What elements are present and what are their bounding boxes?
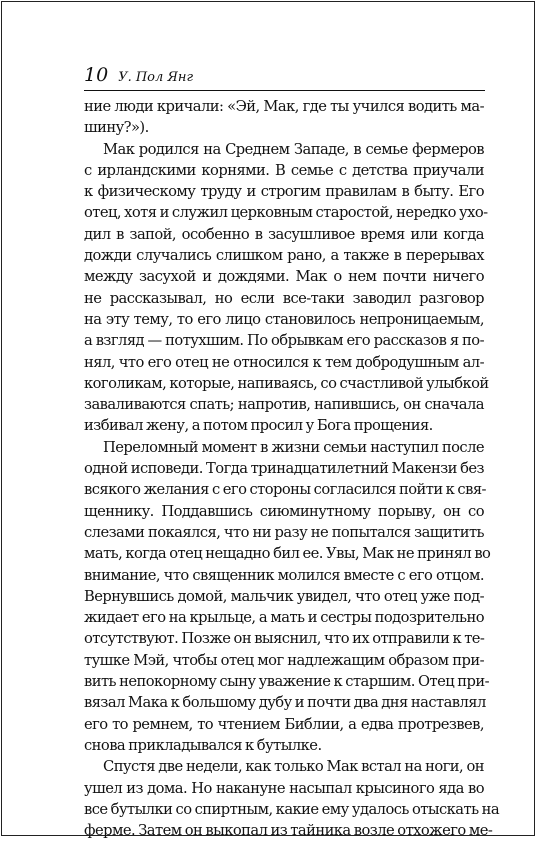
text-line: вить непокорному сыну уважение к старшим. Отец при- (84, 673, 490, 691)
text-line: отсутствуют. Позже он выяснил, что их отправили к те- (84, 630, 485, 648)
text-line: его то ремнем, то чтением Библии, а едва протрезвев, (84, 715, 484, 733)
text-line: на эту тему, то его лицо становилось непроницаемым, (84, 310, 484, 328)
page-number: 10 (84, 64, 109, 86)
text-line: ушел из дома. Но накануне насыпал крысиного яда во (84, 779, 484, 797)
text-line: а взгляд — потухшим. По обрывкам его рассказов я по- (84, 332, 484, 350)
text-line: между засухой и дождями. Мак о нем почти ничего (84, 268, 484, 286)
text-line: отец, хотя и служил церковным старостой, нередко ухо- (84, 204, 488, 222)
text-line: заваливаются спать; напротив, напившись, он сначала (84, 396, 484, 414)
text-line: с ирландскими корнями. В семье с детства приучали (84, 161, 484, 179)
text-line: слезами покаялся, что ни разу не попытался защитить (84, 523, 484, 541)
text-line: коголикам, которые, напиваясь, со счастливой улыбкой (84, 374, 489, 392)
text-line: жидает его на крыльце, а мать и сестры подозрительно (84, 609, 484, 627)
text-line: к физическому труду и строгим правилам в быту. Его (84, 183, 484, 201)
author-name: У. Пол Янг (118, 70, 194, 85)
body-text (84, 96, 500, 841)
text-line: не рассказывал, но если все-таки заводил разговор (84, 289, 484, 307)
text-line: всякого желания с его стороны согласился пойти к свя- (84, 481, 486, 499)
text-line: Спустя две недели, как только Мак встал на ноги, он (103, 758, 484, 776)
text-line: избивал жену, а потом просил у Бога прощения. (84, 417, 433, 435)
text-line: мать, когда отец нещадно бил ее. Увы, Мак не принял во (84, 545, 491, 563)
paragraph (84, 96, 484, 139)
text-line: Вернувшись домой, мальчик увидел, что отец уже под- (84, 587, 484, 605)
paragraph (84, 139, 489, 437)
text-line: Мак родился на Среднем Западе, в семье фермеров (103, 140, 484, 158)
text-line: ние люди кричали: «Эй, Мак, где ты учился водить ма- (84, 98, 484, 115)
text-line: Переломный момент в жизни семьи наступил после (103, 438, 484, 456)
text-line: шину?»). (84, 119, 149, 137)
text-line: щеннику. Поддавшись сиюминутному порыву, он со (84, 502, 484, 520)
paragraph (84, 437, 491, 756)
text-line: тушке Мэй, чтобы отец мог надлежащим образом при- (84, 651, 484, 669)
running-header (84, 64, 485, 91)
text-line: вязал Мака к большому дубу и почти два дня наставлял (84, 694, 486, 712)
text-line: ферме. Затем он выкопал из тайника возле отхожего ме- (84, 822, 493, 840)
text-line: дожди случались слишком рано, а также в перерывах (84, 247, 484, 265)
text-line: внимание, что священник молился вместе с его отцом. (84, 566, 484, 584)
paragraph (84, 756, 500, 841)
text-line: все бутылки со спиртным, какие ему удалось отыскать на (84, 800, 500, 818)
text-line: нял, что его отец не относился к тем добродушным ал- (84, 353, 484, 371)
text-line: дил в запой, особенно в засушливое время или когда (84, 225, 484, 243)
text-line: одной исповеди. Тогда тринадцатилетний Макензи без (84, 460, 484, 478)
text-line: снова прикладывался к бутылке. (84, 736, 322, 754)
